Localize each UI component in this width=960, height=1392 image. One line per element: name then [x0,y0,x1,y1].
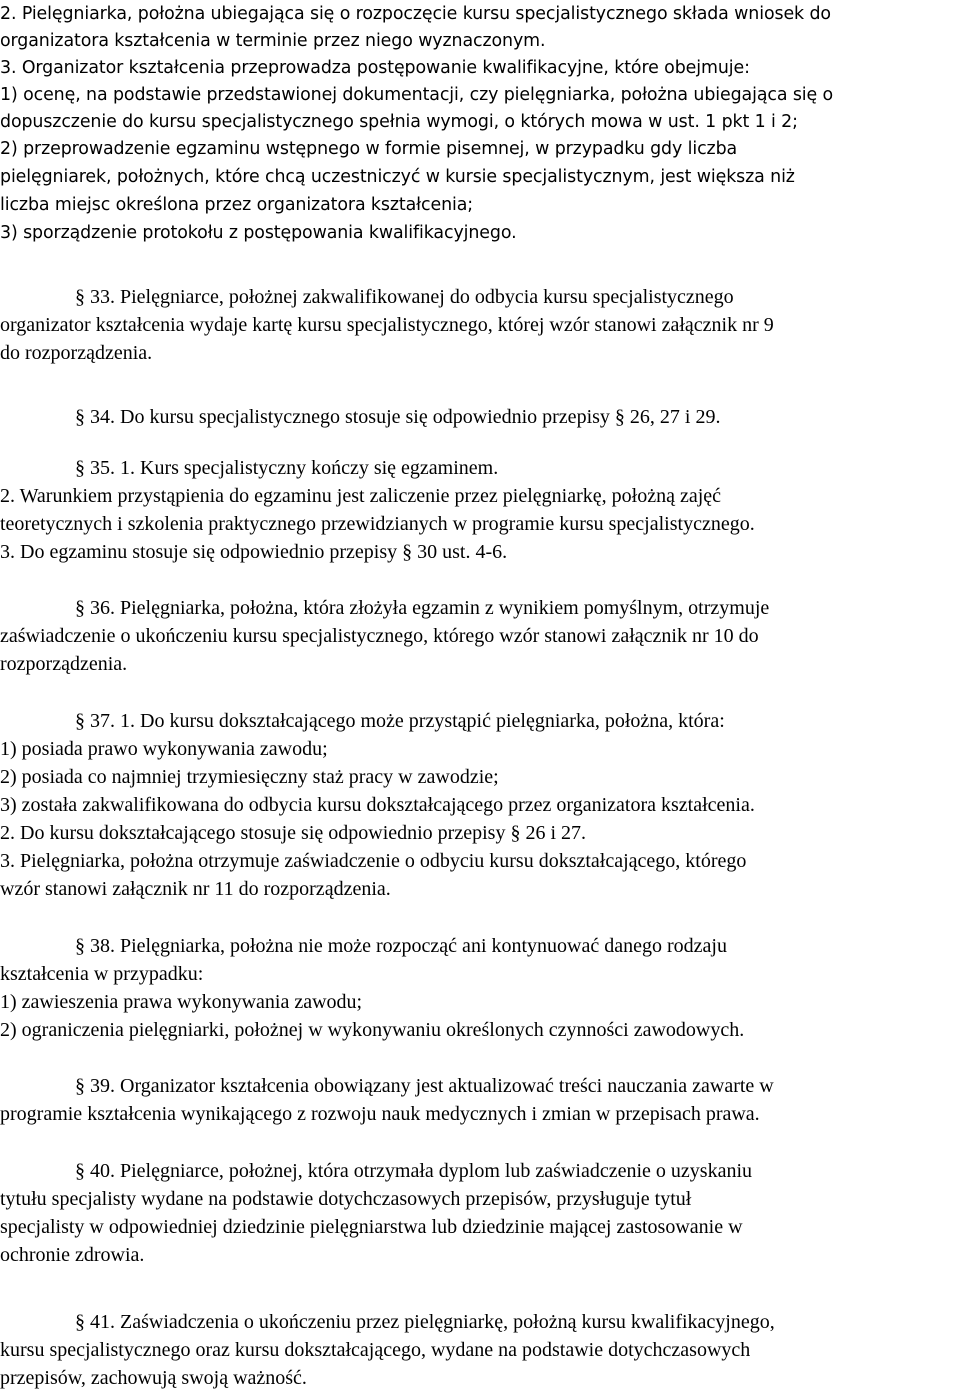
section-heading-41: § 41. Zaświadczenia o ukończeniu przez pielęgniarkę, położną kursu kwalifikacyjnego, [75,1311,775,1333]
text-line: 3) została zakwalifikowana do odbycia kursu dokształcającego przez organizatora kształcenia. [0,794,755,816]
text-line: organizatora kształcenia w terminie przez niego wyznaczonym. [0,31,546,51]
text-line: 2) posiada co najmniej trzymiesięczny staż pracy w zawodzie; [0,766,499,788]
text-line: 2. Warunkiem przystąpienia do egzaminu jest zaliczenie przez pielęgniarkę, położną zajęć [0,485,722,507]
text-line: 3. Do egzaminu stosuje się odpowiednio przepisy § 30 ust. 4-6. [0,541,508,563]
text-line: liczba miejsc określona przez organizatora kształcenia; [0,195,474,215]
text-line: 2) przeprowadzenie egzaminu wstępnego w formie pisemnej, w przypadku gdy liczba [0,139,738,159]
text-line: 2. Do kursu dokształcającego stosuje się odpowiednio przepisy § 26 i 27. [0,822,586,844]
section-heading-37: § 37. 1. Do kursu dokształcającego może przystąpić pielęgniarka, położna, która: [75,710,725,732]
text-line: 3) sporządzenie protokołu z postępowania kwalifikacyjnego. [0,223,517,243]
section-heading-38: § 38. Pielęgniarka, położna nie może rozpocząć ani kontynuować danego rodzaju [75,935,727,957]
text-line: 1) posiada prawo wykonywania zawodu; [0,738,328,760]
text-line: 1) zawieszenia prawa wykonywania zawodu; [0,991,363,1013]
text-line: zaświadczenie o ukończeniu kursu specjalistycznego, którego wzór stanowi załącznik nr 10 do [0,625,759,647]
text-line: ochronie zdrowia. [0,1244,145,1266]
text-line: 1) ocenę, na podstawie przedstawionej dokumentacji, czy pielęgniarka, położna ubiegająca się o [0,85,834,105]
text-line: rozporządzenia. [0,653,128,675]
section-heading-40: § 40. Pielęgniarce, położnej, która otrzymała dyplom lub zaświadczenie o uzyskaniu [75,1160,753,1182]
text-line: przepisów, zachowują swoją ważność. [0,1367,307,1389]
text-line: wzór stanowi załącznik nr 11 do rozporządzenia. [0,878,391,900]
section-heading-35: § 35. 1. Kurs specjalistyczny kończy się egzaminem. [75,457,499,479]
section-heading-39: § 39. Organizator kształcenia obowiązany jest aktualizować treści nauczania zawarte w [75,1075,774,1097]
text-line: specjalisty w odpowiedniej dziedzinie pielęgniarstwa lub dziedzinie mającej zastosowanie w [0,1216,743,1238]
section-heading-34: § 34. Do kursu specjalistycznego stosuje się odpowiednio przepisy § 26, 27 i 29. [75,406,721,428]
text-line: programie kształcenia wynikającego z rozwoju nauk medycznych i zmian w przepisach prawa. [0,1103,760,1125]
text-line: 3. Organizator kształcenia przeprowadza postępowanie kwalifikacyjne, które obejmuje: [0,58,750,78]
text-line: dopuszczenie do kursu specjalistycznego spełnia wymogi, o których mowa w ust. 1 pkt 1 i 2; [0,112,798,132]
text-line: tytułu specjalisty wydane na podstawie dotychczasowych przepisów, przysługuje tytuł [0,1188,692,1210]
text-line: kursu specjalistycznego oraz kursu dokształcającego, wydane na podstawie dotychczasowych [0,1339,751,1361]
text-line: organizator kształcenia wydaje kartę kursu specjalistycznego, której wzór stanowi załącznik nr 9 [0,314,774,336]
text-line: pielęgniarek, położnych, które chcą uczestniczyć w kursie specjalistycznym, jest większa niż [0,167,795,187]
text-line: 2. Pielęgniarka, położna ubiegająca się o rozpoczęcie kursu specjalistycznego składa wniosek do [0,4,831,24]
section-heading-36: § 36. Pielęgniarka, położna, która złożyła egzamin z wynikiem pomyślnym, otrzymuje [75,597,770,619]
text-line: kształcenia w przypadku: [0,963,204,985]
text-line: 2) ograniczenia pielęgniarki, położnej w wykonywaniu określonych czynności zawodowych. [0,1019,745,1041]
text-line: teoretycznych i szkolenia praktycznego przewidzianych w programie kursu specjalistycznego. [0,513,755,535]
text-line: do rozporządzenia. [0,342,153,364]
text-line: 3. Pielęgniarka, położna otrzymuje zaświadczenie o odbyciu kursu dokształcającego, którego [0,850,747,872]
section-heading-33: § 33. Pielęgniarce, położnej zakwalifikowanej do odbycia kursu specjalistycznego [75,286,734,308]
